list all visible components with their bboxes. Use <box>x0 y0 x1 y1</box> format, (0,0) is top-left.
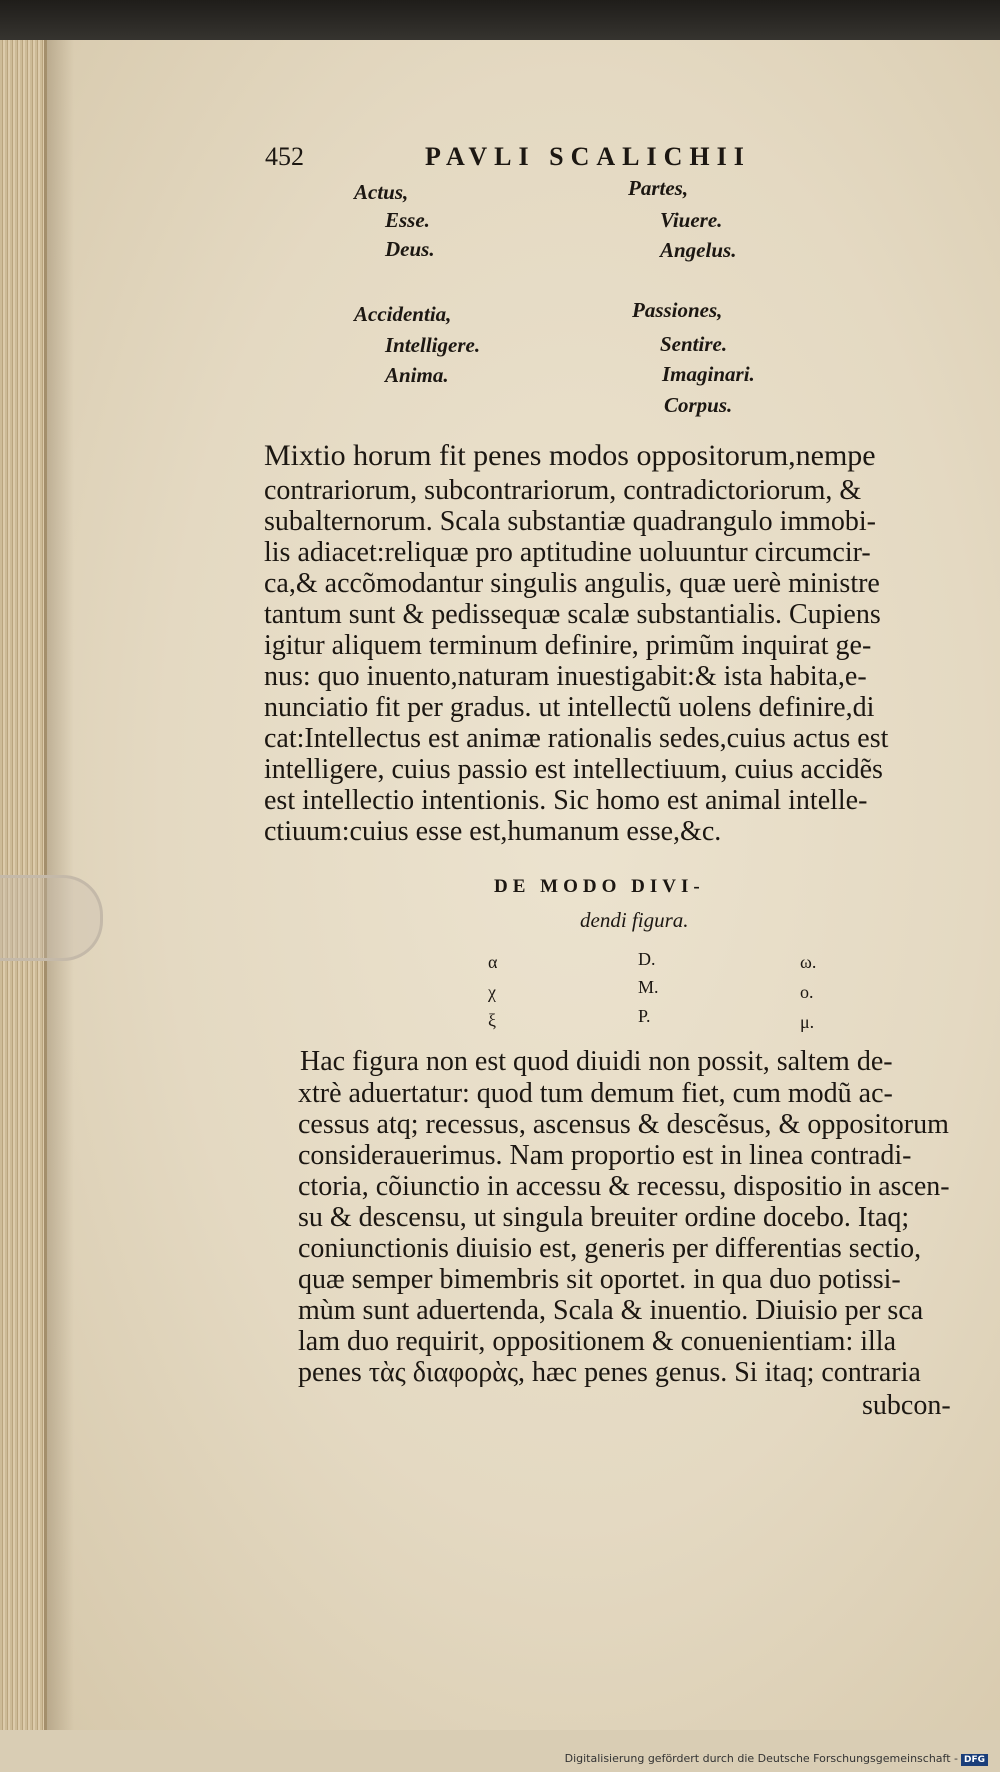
credit-text: Digitalisierung gefördert durch die Deutsche Forschungsgemeinschaft - <box>564 1752 958 1765</box>
paragraph-1-line: Mixtio horum fit penes modos oppositorum,nempe <box>264 439 876 472</box>
page-number: 452 <box>265 142 304 171</box>
paragraph-1-line: lis adiacet:reliquæ pro aptitudine uoluuntur circumcir- <box>264 537 871 568</box>
paragraph-2-line: quæ semper bimembris sit oportet. in qua duo potissi- <box>298 1264 901 1295</box>
schema-1-left-1: Esse. <box>385 208 430 232</box>
schema-2-left-0: Accidentia, <box>354 302 452 326</box>
digitization-credit <box>565 1752 988 1766</box>
section-heading: DE MODO DIVI- <box>494 876 705 897</box>
figure-mid-2: P. <box>638 1006 651 1026</box>
paragraph-1-line: igitur aliquem terminum definire, primũm inquirat ge- <box>264 630 872 661</box>
figure-left-2: ξ <box>488 1010 497 1030</box>
schema-2-left-2: Anima. <box>385 363 449 387</box>
paragraph-1-line: ca,& accõmodantur singulis angulis, quæ uerè ministre <box>264 568 880 599</box>
schema-2-left-1: Intelligere. <box>385 333 481 357</box>
schema-1-left-0: Actus, <box>354 180 409 204</box>
figure-right-0: ω. <box>800 952 817 972</box>
paragraph-1-line: subalternorum. Scala substantiæ quadrangulo immobi- <box>264 506 877 537</box>
figure-left-1: χ <box>488 982 496 1002</box>
paragraph-2-line: considerauerimus. Nam proportio est in linea contradi- <box>298 1140 912 1171</box>
schema-1-right-0: Partes, <box>628 176 689 200</box>
schema-2-right-1: Sentire. <box>660 332 728 356</box>
paragraph-2-line: ctoria, cõiunctio in accessu & recessu, dispositio in ascen- <box>298 1171 950 1202</box>
paragraph-1-line: contrariorum, subcontrariorum, contradictoriorum, & <box>264 475 862 506</box>
dfg-logo: DFG <box>961 1754 988 1766</box>
figure-right-2: μ. <box>800 1012 815 1032</box>
paragraph-1-line: tantum sunt & pedissequæ scalæ substantialis. Cupiens <box>264 599 881 630</box>
figure-left-0: α <box>488 952 498 972</box>
paragraph-1-line: ctiuum:cuius esse est,humanum esse,&c. <box>264 816 722 847</box>
section-subheading: dendi figura. <box>580 908 689 932</box>
schema-2-right-0: Passiones, <box>632 298 723 322</box>
page-clip <box>0 875 103 961</box>
figure-mid-0: D. <box>638 949 656 969</box>
schema-1-right-1: Viuere. <box>660 208 723 232</box>
paragraph-2-line: coniunctionis diuisio est, generis per differentias sectio, <box>298 1233 922 1264</box>
paragraph-2-line: cessus atq; recessus, ascensus & descẽsus, & oppositorum <box>298 1109 949 1140</box>
paragraph-1-line: intelligere, cuius passio est intellectiuum, cuius accidẽs <box>264 754 883 785</box>
paragraph-1-line: nunciatio fit per gradus. ut intellectũ uolens definire,di <box>264 692 875 723</box>
schema-1-left-2: Deus. <box>385 237 435 261</box>
figure-mid-1: M. <box>638 977 659 997</box>
paragraph-2-line: penes τὰς διαφορὰς, hæc penes genus. Si itaq; contraria <box>298 1357 921 1388</box>
running-head: PAVLI SCALICHII <box>425 142 751 171</box>
paragraph-2-line: mùm sunt aduertenda, Scala & inuentio. Diuisio per sca <box>298 1295 924 1326</box>
catchword: subcon- <box>862 1390 951 1421</box>
schema-2-right-2: Imaginari. <box>662 362 755 386</box>
schema-1-right-2: Angelus. <box>660 238 737 262</box>
figure-right-1: ο. <box>800 982 814 1002</box>
paragraph-2-line: Hac figura non est quod diuidi non possit, saltem de- <box>300 1046 893 1077</box>
paragraph-1-line: est intellectio intentionis. Sic homo est animal intelle- <box>264 785 868 816</box>
paragraph-2-line: xtrè aduertatur: quod tum demum fiet, cum modũ ac- <box>298 1078 893 1109</box>
paragraph-1-line: cat:Intellectus est animæ rationalis sedes,cuius actus est <box>264 723 889 754</box>
schema-2-right-3: Corpus. <box>664 393 733 417</box>
paragraph-2-line: su & descensu, ut singula breuiter ordine docebo. Itaq; <box>298 1202 910 1233</box>
paragraph-2-line: lam duo requirit, oppositionem & conuenientiam: illa <box>298 1326 896 1357</box>
paragraph-1-line: nus: quo inuento,naturam inuestigabit:& ista habita,e- <box>264 661 867 692</box>
